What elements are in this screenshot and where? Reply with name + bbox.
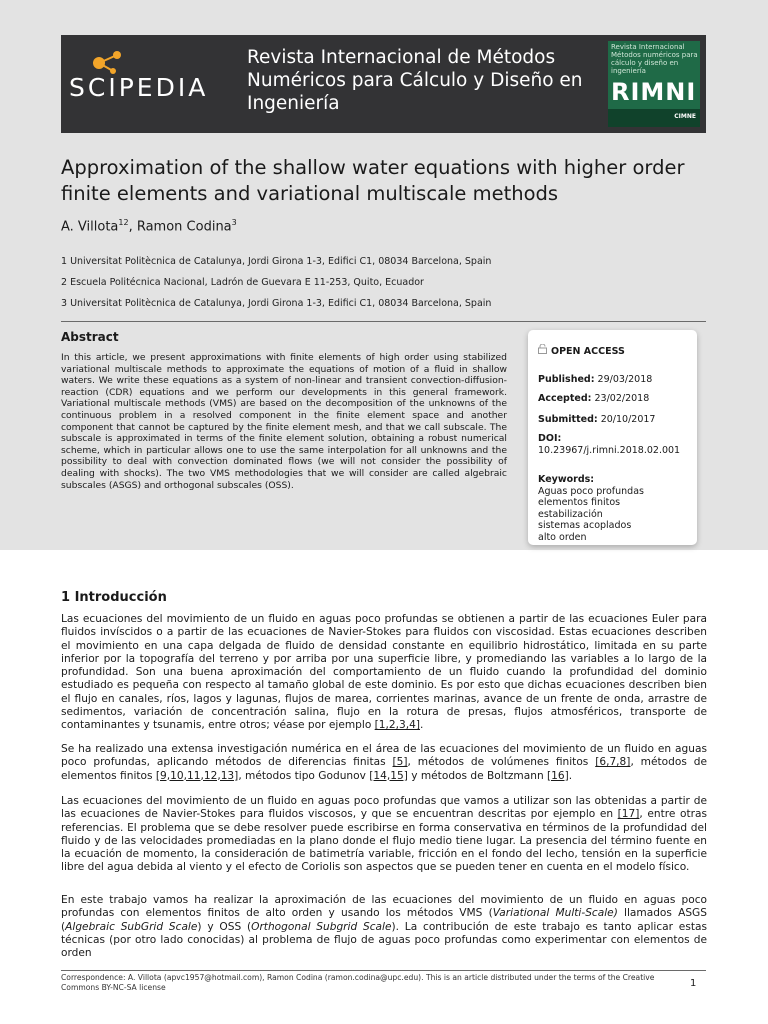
citation-link[interactable]: [14,15]: [369, 769, 408, 782]
cimne-label: CIMNE: [674, 113, 696, 120]
keyword: alto orden: [538, 531, 587, 543]
published-label: Published:: [538, 374, 595, 385]
paragraph: [61, 795, 707, 875]
paragraph-text: , métodos de elementos finitos: [61, 756, 707, 782]
citation-link[interactable]: [9,10,11,12,13]: [155, 769, 239, 782]
paragraph: [61, 613, 707, 733]
author-name[interactable]: Ramon Codina: [136, 219, 232, 235]
paragraph-text: Las ecuaciones del movimiento de un fluido en aguas poco profundas que vamos a utilizar son las obtenidas a partir de las ecuaciones de Navier-Stokes para fluidos viscosos, y que se encuentran descritas por ejemplo en: [61, 795, 707, 821]
published-value: 29/03/2018: [597, 374, 653, 385]
correspondence-note: Correspondence: A. Villota (apvc1957@hotmail.com), Ramon Codina (ramon.codina@upc.edu). This is an article distributed under the terms of the Creative Commons BY-NC-SA license: [61, 973, 655, 992]
abstract-heading: Abstract: [61, 330, 119, 344]
submitted-label: Submitted:: [538, 414, 598, 425]
paragraph-text: ) y OSS (: [197, 920, 252, 933]
rimni-cover-title: Revista Internacional Métodos numéricos para cálculo y diseño en ingeniería: [611, 43, 698, 75]
keywords: [538, 474, 693, 543]
affiliation: 2 Escuela Politécnica Nacional, Ladrón de Guevara E 11-253, Quito, Ecuador: [61, 277, 424, 288]
author-name[interactable]: A. Villota: [61, 219, 119, 235]
lock-open-icon: [538, 344, 548, 357]
section-heading-introduction: 1 Introducción: [61, 590, 167, 605]
paragraph-text: Se ha realizado una extensa investigación numérica en el área de las ecuaciones del movimiento de un fluido en aguas poco profundas, aplicando métodos de diferencias finitas: [61, 743, 707, 769]
citation-link[interactable]: [5]: [392, 756, 408, 769]
page-number: 1: [690, 978, 697, 989]
paragraph-italic: Orthogonal Subgrid Scale: [251, 920, 392, 933]
rimni-cover[interactable]: [608, 41, 700, 127]
submitted-value: 20/10/2017: [600, 414, 656, 425]
journal-title[interactable]: Revista Internacional de Métodos Numéricos para Cálculo y Diseño en Ingeniería: [247, 47, 583, 114]
logo-wordmark: SCIPEDIA: [69, 73, 209, 102]
citation-link[interactable]: [16]: [547, 769, 569, 782]
open-access-label: OPEN ACCESS: [551, 346, 625, 357]
paragraph-text: ). La contribución de este trabajo es tanto aplicar estas técnicas (por otro lado conocidas) al problema de flujo de aguas poco profundas como experimentar con elementos de orden: [61, 920, 708, 960]
paragraph-text: .: [568, 769, 573, 782]
paper-title: Approximation of the shallow water equations with higher order finite elements and variational multiscale methods: [61, 156, 685, 205]
rimni-cover-footer: [608, 109, 700, 127]
paragraph-text: Las ecuaciones del movimiento de un fluido en aguas poco profundas se obtienen a partir de las ecuaciones Euler para fluidos invíscidos o a partir de las ecuaciones de Navier-Stokes para fluidos con viscosidad. Estas ecuaciones describen el movimiento en una capa delgada de fluido de densidad constante en equilibrio hidrostático, limitada en su parte inferior por la topografía del terreno y por arriba por una superficie libre, y promediando las variables a lo largo de la profundidad. Son una buena aproximación del comportamiento de un fluido cuando la profundidad del dominio estudiado es pequeña con respecto al tamaño global de este dominio. Es por esto que dichas ecuaciones describen bien el flujo en canales, ríos, lagos y lagunas, flujos de marea, corrientes marinas, avance de un frente de onda, arrastre de sedimentos, variación de concentración salina, flujo en la rotura de presas, flujos atmosféricos, transporte de contaminantes y tsunamis, entre otros; véase por ejemplo: [61, 613, 707, 732]
paragraph-text: .: [420, 719, 424, 732]
submitted-date: [538, 414, 693, 426]
paragraph-text: , métodos tipo Godunov: [238, 769, 370, 782]
doi: [538, 433, 693, 456]
paragraph-text: y métodos de Boltzmann: [407, 769, 548, 782]
author-affil-sup: 12: [118, 218, 129, 227]
authors: [61, 218, 237, 234]
article-info-card: [528, 330, 697, 545]
author-separator: ,: [128, 219, 137, 235]
paragraph-text: llamados ASGS (: [61, 907, 707, 933]
paragraph: [61, 743, 707, 783]
citation-link[interactable]: [6,7,8]: [595, 756, 631, 769]
rimni-wordmark: RIMNI: [611, 78, 697, 106]
footer-divider: [61, 970, 706, 971]
keyword: Aguas poco profundas: [538, 485, 644, 497]
journal-banner: [61, 35, 706, 133]
paragraph-text: , métodos de volúmenes finitos: [407, 756, 596, 769]
paragraph-italic: Algebraic SubGrid Scale: [65, 920, 198, 933]
paragraph-text: , entre otras referencias. El problema que se debe resolver puede escribirse en forma conservativa en términos de la profundidad del fluido y de las velocidades promediadas en la plano donde el flujo medio tiene lugar. La presencia del término fuente en la ecuación de momento, la consideración de batimetría variable, fricción en el fondo del lecho, tensión en la superficie libre del agua debida al viento y el efecto de Coriolis son aspectos que se pueden tener en cuenta en el modelo físico.: [61, 808, 707, 874]
accepted-value: 23/02/2018: [594, 393, 650, 404]
paragraph-italic: Variational Multi-Scale): [492, 907, 618, 920]
doi-label: DOI:: [538, 433, 562, 444]
scipedia-logo[interactable]: [69, 47, 239, 117]
open-access-badge: [538, 344, 625, 357]
divider: [61, 321, 706, 322]
keyword: sistemas acoplados: [538, 520, 632, 531]
doi-link[interactable]: 10.23967/j.rimni.2018.02.001: [538, 444, 681, 456]
author-affil-sup: 3: [231, 218, 237, 227]
abstract-text: In this article, we present approximations with finite elements of high order using stabilized variational multiscale methods to approximate the equations of motion of a fluid in shallow waters. We write these equations as a system of non-linear and transient convection-diffusion-reaction (CDR) equations and we perform our developments in this general framework. Variational multiscale methods (VMS) are based on the decomposition of the unknowns of the continuous problem in a resolved component in the finite element space and another component that cannot be captured by the finite element mesh, and that we call subscale. The subscale is approximated in terms of the finite element solution, obtaining a robust numerical scheme, which in particular allows one to use the same interpolation for all unknowns and the possibility to deal with convection dominated flows (we will not consider the possibility of dealing with shocks). The two VMS methodologies that we will consider are called algebraic subscales (ASGS) and orthogonal subscales (OSS).: [61, 352, 507, 491]
keywords-label: Keywords:: [538, 474, 595, 485]
accepted-label: Accepted:: [538, 393, 592, 404]
affiliation: 3 Universitat Politècnica de Catalunya, Jordi Girona 1-3, Edifici C1, 08034 Barcelona, Spain: [61, 298, 492, 309]
citation-link[interactable]: [1,2,3,4]: [374, 719, 421, 732]
published-date: [538, 374, 693, 386]
keyword: estabilización: [538, 508, 603, 520]
citation-link[interactable]: [17]: [617, 808, 640, 821]
affiliation: 1 Universitat Politècnica de Catalunya, Jordi Girona 1-3, Edifici C1, 08034 Barcelona, Spain: [61, 256, 492, 267]
keyword: elementos finitos: [538, 497, 621, 508]
accepted-date: [538, 393, 693, 405]
paragraph-text: En este trabajo vamos ha realizar la aproximación de las ecuaciones del movimiento de un fluido en aguas poco profundas con elementos finitos de alto orden y usando los métodos VMS (: [61, 894, 707, 920]
paragraph: [61, 894, 707, 960]
